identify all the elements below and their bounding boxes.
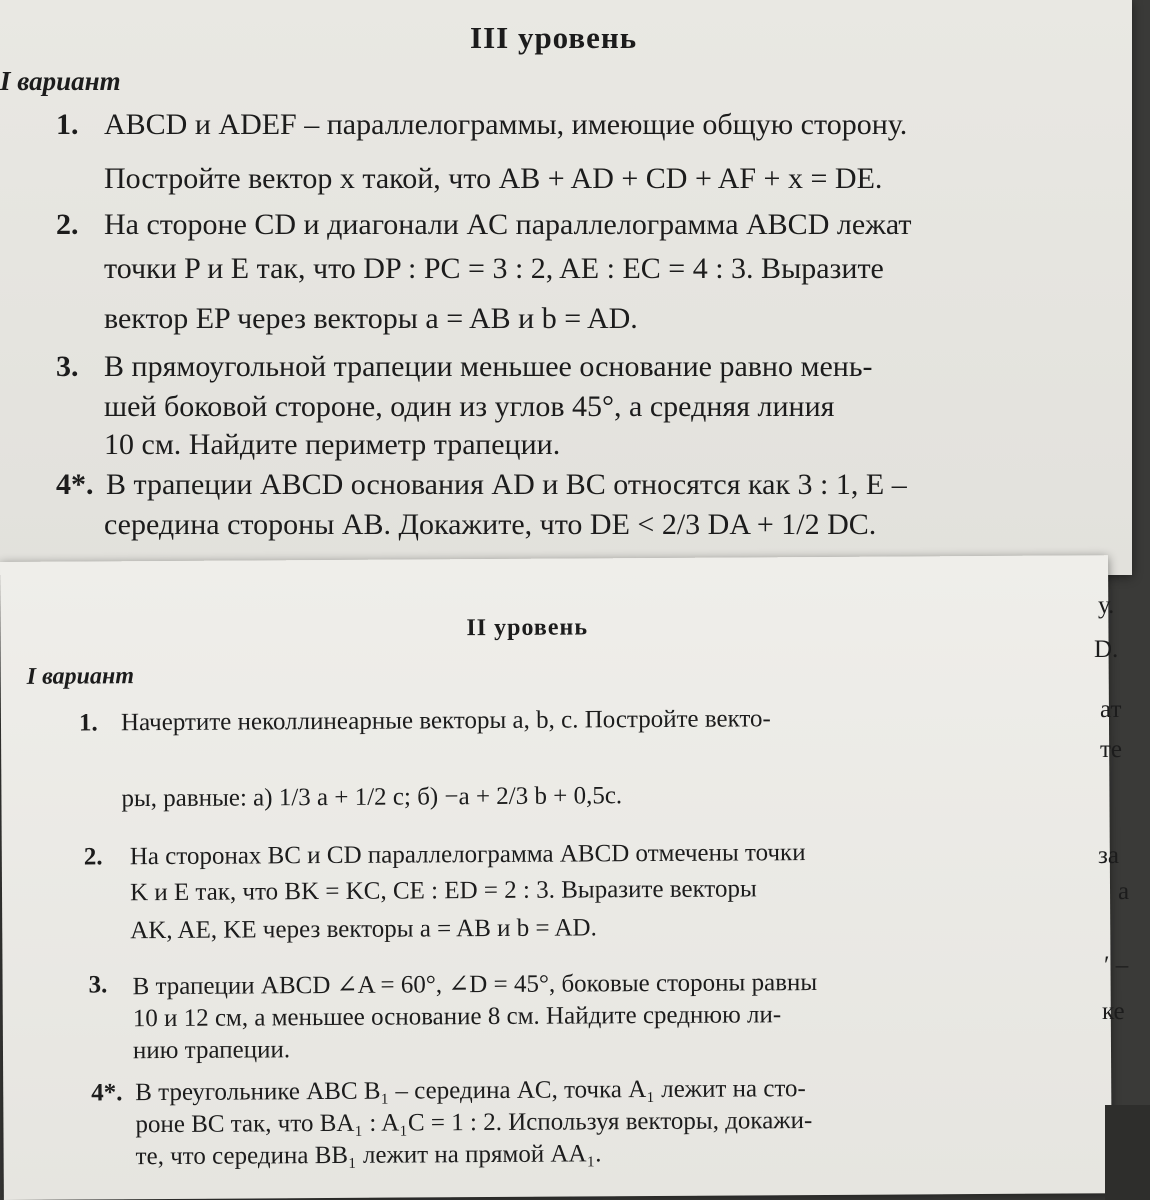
edge-fragment: D. bbox=[1094, 636, 1119, 663]
problem-line: те, что середина BB₁ лежит на прямой AA₁. bbox=[135, 1140, 602, 1171]
bottom-sheet bbox=[0, 555, 1115, 1200]
problem-line: нию трапеции. bbox=[132, 1036, 291, 1065]
problem-line: Начертите неколлинеарные векторы a, b, c. Постройте векто- bbox=[120, 705, 771, 737]
problem-line: K и E так, что BK = KC, CE : ED = 2 : 3. Выразите векторы bbox=[129, 875, 757, 907]
background-shadow bbox=[1105, 1105, 1150, 1200]
problem-line: В треугольнике ABC B₁ – середина AC, точка A₁ лежит на сто- bbox=[135, 1075, 806, 1107]
problem-line: В трапеции ABCD ∠A = 60°, ∠D = 45°, боковые стороны равны bbox=[132, 969, 818, 1001]
problem-line: середина стороны AB. Докажите, что DE < 2/3 DA + 1/2 DC. bbox=[104, 508, 877, 541]
edge-fragment: ке bbox=[1102, 998, 1125, 1025]
edge-fragment: те bbox=[1100, 736, 1123, 763]
bottom-level-title: II уровень bbox=[466, 614, 589, 642]
problem-number: 3. bbox=[88, 971, 108, 999]
problem-number: 1. bbox=[56, 108, 79, 141]
edge-fragment: у. bbox=[1098, 592, 1115, 619]
problem-line: На сторонах BC и CD параллелограмма ABCD отмечены точки bbox=[129, 839, 806, 871]
problem-line: вектор EP через векторы a = AB и b = AD. bbox=[104, 302, 638, 335]
problem-line: точки P и E так, что DP : PC = 3 : 2, AE : EC = 4 : 3. Выразите bbox=[104, 252, 884, 285]
edge-fragment: за bbox=[1098, 842, 1119, 869]
problem-number: 2. bbox=[83, 843, 103, 871]
edge-fragment: ат bbox=[1100, 696, 1122, 723]
top-sheet bbox=[0, 0, 1132, 575]
problem-line: AK, AE, KE через векторы a = AB и b = AD. bbox=[130, 914, 597, 945]
problem-number: 4*. bbox=[91, 1079, 123, 1107]
edge-fragment: а bbox=[1118, 878, 1130, 905]
top-variant-title: I вариант bbox=[0, 66, 121, 96]
problem-line: шей боковой стороне, один из углов 45°, а средняя линия bbox=[104, 390, 835, 423]
problem-line: роне BC так, что BA₁ : A₁C = 1 : 2. Используя векторы, докажи- bbox=[135, 1107, 813, 1139]
top-level-title: III уровень bbox=[470, 20, 638, 55]
problem-number: 1. bbox=[78, 709, 98, 737]
problem-line: В прямоугольной трапеции меньшее основание равно мень- bbox=[104, 350, 873, 383]
problem-line: ABCD и ADEF – параллелограммы, имеющие общую сторону. bbox=[104, 108, 908, 141]
problem-number: 2. bbox=[56, 208, 79, 241]
problem-line: В трапеции ABCD основания AD и BC относятся как 3 : 1, E – bbox=[106, 468, 907, 501]
bottom-variant-title: I вариант bbox=[26, 663, 135, 690]
problem-number: 3. bbox=[56, 350, 79, 383]
problem-line: Постройте вектор x такой, что AB + AD + CD + AF + x = DE. bbox=[104, 162, 883, 195]
problem-line: На стороне CD и диагонали AC параллелограмма ABCD лежат bbox=[104, 208, 912, 241]
problem-line: 10 и 12 см, а меньшее основание 8 см. Найдите среднюю ли- bbox=[132, 1001, 782, 1033]
problem-number: 4*. bbox=[56, 468, 94, 501]
problem-line: ры, равные: а) 1/3 a + 1/2 c; б) −a + 2/3 b + 0,5c. bbox=[121, 782, 623, 813]
edge-fragment: ′ – bbox=[1104, 952, 1129, 979]
problem-line: 10 см. Найдите периметр трапеции. bbox=[104, 428, 561, 461]
